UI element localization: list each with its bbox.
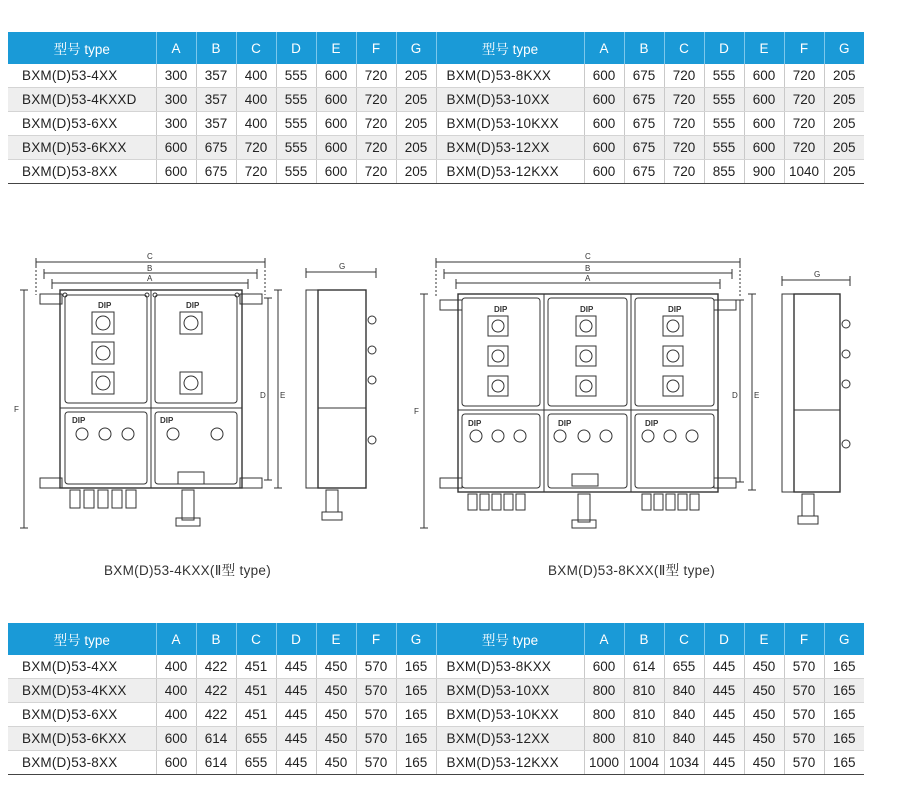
dimension-cell: 600 bbox=[156, 136, 196, 160]
dim-label-a: A bbox=[147, 274, 153, 283]
dimension-cell: 720 bbox=[664, 160, 704, 184]
dimension-cell: 720 bbox=[356, 136, 396, 160]
drawing-caption-left: BXM(D)53-4KXX(Ⅱ型 type) bbox=[104, 563, 272, 578]
dimension-cell: 450 bbox=[744, 655, 784, 679]
model-cell: BXM(D)53-4XX bbox=[8, 655, 156, 679]
dim-label-f: F bbox=[414, 407, 419, 416]
dimension-cell: 205 bbox=[824, 88, 864, 112]
dimension-cell: 165 bbox=[396, 727, 436, 751]
dimension-cell: 720 bbox=[236, 160, 276, 184]
dip-label: DIP bbox=[186, 301, 200, 310]
drawing-8kxx bbox=[410, 250, 870, 550]
model-cell: BXM(D)53-6XX bbox=[8, 112, 156, 136]
dimension-cell: 600 bbox=[744, 64, 784, 88]
model-cell: BXM(D)53-8KXX bbox=[436, 64, 584, 88]
dimension-cell: 570 bbox=[784, 751, 824, 775]
dimension-cell: 810 bbox=[624, 679, 664, 703]
dimension-cell: 165 bbox=[396, 655, 436, 679]
dimension-cell: 600 bbox=[156, 160, 196, 184]
spec-table-top bbox=[8, 32, 864, 184]
dimension-cell: 445 bbox=[276, 655, 316, 679]
model-cell: BXM(D)53-12KXX bbox=[436, 160, 584, 184]
table-row bbox=[8, 64, 864, 88]
dimension-cell: 400 bbox=[156, 655, 196, 679]
column-header-dimension: A bbox=[156, 623, 196, 655]
dimension-cell: 205 bbox=[396, 64, 436, 88]
column-header-model: 型号 type bbox=[8, 623, 156, 655]
table-row bbox=[8, 679, 864, 703]
dimension-cell: 840 bbox=[664, 679, 704, 703]
dimension-cell: 675 bbox=[196, 160, 236, 184]
dimension-cell: 720 bbox=[664, 88, 704, 112]
dimension-cell: 600 bbox=[316, 112, 356, 136]
dimension-cell: 555 bbox=[276, 136, 316, 160]
dimension-cell: 555 bbox=[276, 64, 316, 88]
dimension-cell: 855 bbox=[704, 160, 744, 184]
dimension-cell: 600 bbox=[584, 136, 624, 160]
column-header-dimension: A bbox=[584, 32, 624, 64]
dimension-cell: 445 bbox=[276, 703, 316, 727]
dimension-cell: 655 bbox=[664, 655, 704, 679]
column-header-dimension: F bbox=[356, 32, 396, 64]
dim-label-b: B bbox=[585, 264, 591, 273]
dip-label: DIP bbox=[494, 305, 508, 314]
model-cell: BXM(D)53-10KXX bbox=[436, 112, 584, 136]
column-header-dimension: E bbox=[744, 32, 784, 64]
dimension-cell: 600 bbox=[316, 160, 356, 184]
dimension-cell: 205 bbox=[396, 88, 436, 112]
dimension-cell: 400 bbox=[236, 112, 276, 136]
dimension-cell: 445 bbox=[276, 727, 316, 751]
dimension-cell: 570 bbox=[784, 727, 824, 751]
dimension-cell: 570 bbox=[356, 751, 396, 775]
dimension-cell: 165 bbox=[396, 703, 436, 727]
dimension-cell: 600 bbox=[316, 136, 356, 160]
dim-label-e: E bbox=[280, 391, 286, 400]
dimension-cell: 600 bbox=[584, 655, 624, 679]
column-header-dimension: A bbox=[156, 32, 196, 64]
column-header-dimension: B bbox=[196, 623, 236, 655]
dimension-cell: 165 bbox=[396, 751, 436, 775]
dimension-cell: 600 bbox=[156, 751, 196, 775]
dimension-cell: 165 bbox=[824, 751, 864, 775]
dimension-cell: 570 bbox=[356, 703, 396, 727]
column-header-model: 型号 type bbox=[8, 32, 156, 64]
dimension-cell: 655 bbox=[236, 751, 276, 775]
dimension-cell: 555 bbox=[704, 112, 744, 136]
dimension-cell: 300 bbox=[156, 112, 196, 136]
dimension-cell: 445 bbox=[704, 703, 744, 727]
dimension-cell: 300 bbox=[156, 88, 196, 112]
dimension-cell: 840 bbox=[664, 727, 704, 751]
dimension-cell: 205 bbox=[824, 112, 864, 136]
column-header-dimension: F bbox=[784, 32, 824, 64]
dimension-cell: 720 bbox=[784, 64, 824, 88]
dimension-cell: 165 bbox=[824, 703, 864, 727]
dimension-cell: 555 bbox=[276, 112, 316, 136]
column-header-dimension: A bbox=[584, 623, 624, 655]
column-header-dimension: G bbox=[396, 623, 436, 655]
dim-label-f: F bbox=[14, 405, 19, 414]
model-cell: BXM(D)53-4XX bbox=[8, 64, 156, 88]
dip-label: DIP bbox=[645, 419, 659, 428]
dimension-cell: 450 bbox=[744, 727, 784, 751]
column-header-dimension: B bbox=[196, 32, 236, 64]
model-cell: BXM(D)53-8XX bbox=[8, 160, 156, 184]
dimension-cell: 357 bbox=[196, 88, 236, 112]
column-header-dimension: D bbox=[276, 623, 316, 655]
dimension-cell: 720 bbox=[784, 136, 824, 160]
dimension-cell: 422 bbox=[196, 655, 236, 679]
model-cell: BXM(D)53-6XX bbox=[8, 703, 156, 727]
dimension-cell: 450 bbox=[316, 727, 356, 751]
dimension-cell: 570 bbox=[784, 703, 824, 727]
dim-label-d: D bbox=[260, 391, 266, 400]
dimension-cell: 451 bbox=[236, 703, 276, 727]
table-row bbox=[8, 655, 864, 679]
dimension-cell: 614 bbox=[196, 751, 236, 775]
dimension-cell: 450 bbox=[316, 655, 356, 679]
dimension-cell: 614 bbox=[196, 727, 236, 751]
dimension-cell: 205 bbox=[396, 112, 436, 136]
dimension-cell: 570 bbox=[784, 679, 824, 703]
table-row bbox=[8, 160, 864, 184]
dimension-cell: 720 bbox=[784, 88, 824, 112]
dimension-cell: 165 bbox=[824, 679, 864, 703]
column-header-dimension: D bbox=[276, 32, 316, 64]
column-header-model: 型号 type bbox=[436, 623, 584, 655]
dimension-cell: 840 bbox=[664, 703, 704, 727]
dimension-cell: 720 bbox=[356, 88, 396, 112]
drawing-4kxx bbox=[10, 250, 400, 550]
dim-label-d: D bbox=[732, 391, 738, 400]
dim-label-a: A bbox=[585, 274, 591, 283]
dimension-cell: 451 bbox=[236, 655, 276, 679]
dip-label: DIP bbox=[468, 419, 482, 428]
dim-label-b: B bbox=[147, 264, 153, 273]
dip-label: DIP bbox=[160, 416, 174, 425]
dimension-cell: 555 bbox=[704, 136, 744, 160]
dimension-cell: 205 bbox=[396, 136, 436, 160]
dimension-cell: 810 bbox=[624, 727, 664, 751]
dimension-cell: 810 bbox=[624, 703, 664, 727]
dimension-cell: 205 bbox=[824, 64, 864, 88]
dimension-cell: 720 bbox=[356, 160, 396, 184]
dimension-cell: 445 bbox=[704, 655, 744, 679]
dimension-cell: 165 bbox=[824, 655, 864, 679]
dimension-cell: 205 bbox=[824, 136, 864, 160]
dimension-cell: 800 bbox=[584, 727, 624, 751]
dimension-cell: 600 bbox=[744, 88, 784, 112]
dimension-cell: 555 bbox=[276, 160, 316, 184]
dip-label: DIP bbox=[98, 301, 112, 310]
dim-label-g: G bbox=[339, 262, 346, 271]
dimension-cell: 570 bbox=[356, 727, 396, 751]
dimension-cell: 422 bbox=[196, 679, 236, 703]
table-row bbox=[8, 751, 864, 775]
dimension-cell: 555 bbox=[276, 88, 316, 112]
column-header-dimension: E bbox=[316, 32, 356, 64]
dimension-cell: 165 bbox=[824, 727, 864, 751]
model-cell: BXM(D)53-12XX bbox=[436, 136, 584, 160]
dimension-cell: 614 bbox=[624, 655, 664, 679]
column-header-dimension: F bbox=[356, 623, 396, 655]
dimension-cell: 1034 bbox=[664, 751, 704, 775]
dimension-cell: 450 bbox=[744, 703, 784, 727]
dimension-cell: 720 bbox=[784, 112, 824, 136]
dimension-cell: 720 bbox=[664, 136, 704, 160]
dimension-cell: 450 bbox=[744, 679, 784, 703]
column-header-dimension: B bbox=[624, 623, 664, 655]
dimension-cell: 357 bbox=[196, 64, 236, 88]
dimension-cell: 900 bbox=[744, 160, 784, 184]
dimension-cell: 450 bbox=[316, 751, 356, 775]
dimension-cell: 675 bbox=[624, 64, 664, 88]
column-header-dimension: F bbox=[784, 623, 824, 655]
dimension-cell: 600 bbox=[584, 64, 624, 88]
dim-label-e: E bbox=[754, 391, 760, 400]
table-row bbox=[8, 727, 864, 751]
table-row bbox=[8, 88, 864, 112]
dimension-cell: 720 bbox=[236, 136, 276, 160]
dimension-cell: 570 bbox=[784, 655, 824, 679]
model-cell: BXM(D)53-12XX bbox=[436, 727, 584, 751]
model-cell: BXM(D)53-8XX bbox=[8, 751, 156, 775]
dimension-cell: 720 bbox=[664, 112, 704, 136]
dimension-cell: 555 bbox=[704, 64, 744, 88]
dim-label-c: C bbox=[147, 252, 153, 261]
dimension-cell: 675 bbox=[624, 136, 664, 160]
dimension-cell: 675 bbox=[196, 136, 236, 160]
dimension-cell: 600 bbox=[584, 88, 624, 112]
dimension-cell: 720 bbox=[664, 64, 704, 88]
dimension-cell: 675 bbox=[624, 112, 664, 136]
dip-label: DIP bbox=[580, 305, 594, 314]
dimension-cell: 655 bbox=[236, 727, 276, 751]
dimension-cell: 1004 bbox=[624, 751, 664, 775]
dimension-cell: 205 bbox=[824, 160, 864, 184]
table-header-row bbox=[8, 32, 864, 64]
dimension-cell: 445 bbox=[704, 727, 744, 751]
dimension-cell: 400 bbox=[156, 679, 196, 703]
column-header-dimension: B bbox=[624, 32, 664, 64]
column-header-dimension: G bbox=[396, 32, 436, 64]
column-header-dimension: C bbox=[236, 32, 276, 64]
dim-label-g: G bbox=[814, 270, 821, 279]
column-header-dimension: C bbox=[664, 623, 704, 655]
dimension-cell: 400 bbox=[236, 88, 276, 112]
dimension-cell: 600 bbox=[584, 112, 624, 136]
dip-label: DIP bbox=[72, 416, 86, 425]
dimension-cell: 600 bbox=[156, 727, 196, 751]
model-cell: BXM(D)53-10XX bbox=[436, 679, 584, 703]
dimension-cell: 800 bbox=[584, 679, 624, 703]
column-header-dimension: C bbox=[236, 623, 276, 655]
dimension-cell: 675 bbox=[624, 88, 664, 112]
model-cell: BXM(D)53-12KXX bbox=[436, 751, 584, 775]
spec-table-bottom bbox=[8, 623, 864, 775]
dip-label: DIP bbox=[558, 419, 572, 428]
dip-label: DIP bbox=[668, 305, 682, 314]
table-row bbox=[8, 112, 864, 136]
column-header-dimension: E bbox=[744, 623, 784, 655]
column-header-model: 型号 type bbox=[436, 32, 584, 64]
table-row bbox=[8, 136, 864, 160]
model-cell: BXM(D)53-8KXX bbox=[436, 655, 584, 679]
dimension-cell: 720 bbox=[356, 64, 396, 88]
dimension-cell: 451 bbox=[236, 679, 276, 703]
dimension-cell: 720 bbox=[356, 112, 396, 136]
drawing-caption-right: BXM(D)53-8KXX(Ⅱ型 type) bbox=[548, 563, 716, 578]
dimension-cell: 555 bbox=[704, 88, 744, 112]
dimension-cell: 450 bbox=[316, 679, 356, 703]
dimension-cell: 445 bbox=[276, 679, 316, 703]
dimension-cell: 357 bbox=[196, 112, 236, 136]
dimension-cell: 570 bbox=[356, 655, 396, 679]
dimension-cell: 600 bbox=[316, 64, 356, 88]
dimension-cell: 600 bbox=[316, 88, 356, 112]
table-header-row bbox=[8, 623, 864, 655]
dimension-cell: 205 bbox=[396, 160, 436, 184]
model-cell: BXM(D)53-10XX bbox=[436, 88, 584, 112]
column-header-dimension: D bbox=[704, 623, 744, 655]
dimension-cell: 300 bbox=[156, 64, 196, 88]
table-row bbox=[8, 703, 864, 727]
dimension-cell: 1040 bbox=[784, 160, 824, 184]
model-cell: BXM(D)53-6KXX bbox=[8, 727, 156, 751]
dimension-cell: 165 bbox=[396, 679, 436, 703]
model-cell: BXM(D)53-10KXX bbox=[436, 703, 584, 727]
dimension-cell: 445 bbox=[704, 751, 744, 775]
dimension-cell: 1000 bbox=[584, 751, 624, 775]
column-header-dimension: E bbox=[316, 623, 356, 655]
model-cell: BXM(D)53-6KXX bbox=[8, 136, 156, 160]
dimension-cell: 400 bbox=[156, 703, 196, 727]
dimension-cell: 600 bbox=[744, 136, 784, 160]
dimension-cell: 675 bbox=[624, 160, 664, 184]
model-cell: BXM(D)53-4KXXD bbox=[8, 88, 156, 112]
dimension-cell: 570 bbox=[356, 679, 396, 703]
column-header-dimension: D bbox=[704, 32, 744, 64]
dimension-cell: 422 bbox=[196, 703, 236, 727]
dimension-cell: 600 bbox=[584, 160, 624, 184]
dimension-cell: 600 bbox=[744, 112, 784, 136]
dimension-cell: 445 bbox=[704, 679, 744, 703]
dimension-cell: 450 bbox=[744, 751, 784, 775]
column-header-dimension: G bbox=[824, 623, 864, 655]
dimension-cell: 450 bbox=[316, 703, 356, 727]
dim-label-c: C bbox=[585, 252, 591, 261]
dimension-cell: 400 bbox=[236, 64, 276, 88]
dimension-cell: 800 bbox=[584, 703, 624, 727]
model-cell: BXM(D)53-4KXX bbox=[8, 679, 156, 703]
column-header-dimension: G bbox=[824, 32, 864, 64]
column-header-dimension: C bbox=[664, 32, 704, 64]
dimension-cell: 445 bbox=[276, 751, 316, 775]
